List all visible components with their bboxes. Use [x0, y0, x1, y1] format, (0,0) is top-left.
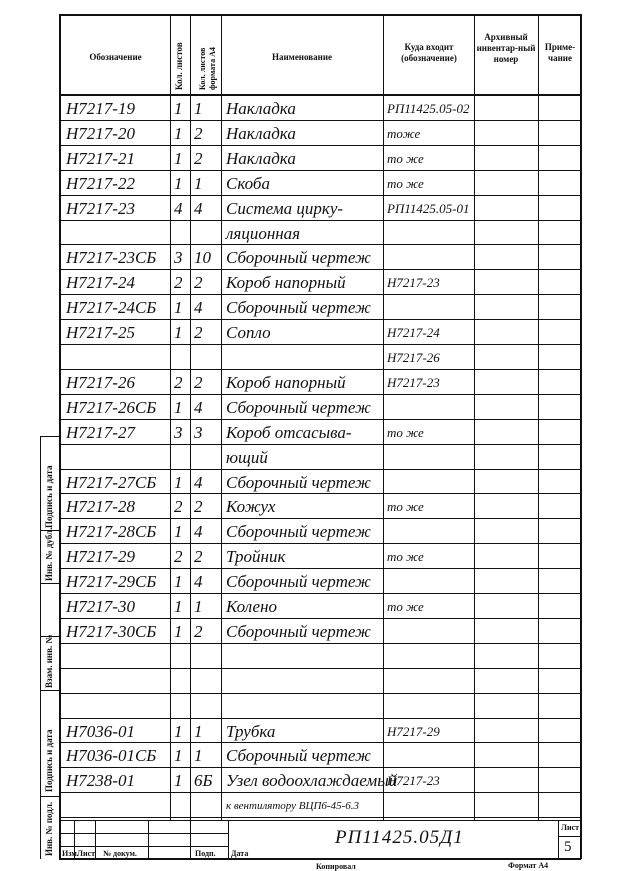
- title-col-doc-no: № докум.: [103, 849, 137, 858]
- cell-name: Накладка: [226, 123, 296, 143]
- side-label-sign-date-2: Подпись и дата: [44, 729, 54, 792]
- side-label-inv-orig: Инв. № подл.: [44, 801, 54, 856]
- row-line: [59, 817, 581, 818]
- cell-where-used: Н7217-23: [387, 374, 440, 390]
- col-sep-a4: [221, 14, 222, 820]
- cell-a4-sheets: 6Б: [194, 771, 213, 791]
- col-sep-name: [383, 14, 384, 820]
- title-block-top: [59, 820, 581, 821]
- cell-name: ющий: [226, 447, 268, 467]
- cell-sheets: 3: [174, 248, 183, 268]
- cell-a4-sheets: 1: [194, 746, 203, 766]
- side-label-inv-dup: Инв. № дубл.: [44, 527, 54, 581]
- row-line: [59, 718, 581, 719]
- row-line: [59, 244, 581, 245]
- cell-designation: Н7217-28СБ: [66, 522, 157, 542]
- header-format-sheets: Кол. листов формата А4: [198, 47, 217, 90]
- title-block-col-sheet: [558, 820, 559, 859]
- cell-a4-sheets: 2: [194, 273, 203, 293]
- header-archive-no: Архивный инвентар-ный номер: [476, 32, 536, 64]
- row-line: [59, 145, 581, 146]
- cell-a4-sheets: 2: [194, 323, 203, 343]
- cell-designation: Н7217-21: [66, 148, 135, 168]
- cell-name: Кожух: [226, 497, 276, 517]
- title-block-col-date: [228, 820, 229, 859]
- cell-where-used: то же: [387, 549, 424, 565]
- cell-a4-sheets: 1: [194, 173, 203, 193]
- cell-a4-sheets: 1: [194, 721, 203, 741]
- header-name: Наименование: [272, 52, 332, 62]
- cell-designation: Н7217-19: [66, 99, 135, 118]
- cell-name: Накладка: [226, 99, 296, 118]
- cell-name: Трубка: [226, 721, 276, 741]
- title-block-bottom: [59, 858, 581, 860]
- cell-name: Накладка: [226, 148, 296, 168]
- cell-sheets: 1: [174, 746, 183, 766]
- cell-name: Тройник: [226, 547, 286, 567]
- row-line: [59, 568, 581, 569]
- header-sheets-count: Кол. листов: [174, 42, 184, 90]
- cell-designation: Н7217-30СБ: [66, 621, 157, 641]
- cell-name: Сборочный чертеж: [226, 298, 371, 318]
- cell-designation: Н7217-27: [66, 422, 135, 442]
- title-block-col-sign: [190, 820, 191, 859]
- cell-sheets: 1: [174, 572, 183, 592]
- cell-a4-sheets: 4: [194, 198, 203, 218]
- cell-where-used: то же: [387, 175, 424, 191]
- cell-sheets: 2: [174, 547, 183, 567]
- row-line: [59, 220, 581, 221]
- row-line: [59, 543, 581, 544]
- cell-a4-sheets: 2: [194, 148, 203, 168]
- cell-name: Короб напорный: [226, 372, 346, 392]
- side-label-sign-date-1: Подпись и дата: [44, 465, 54, 528]
- row-line: [59, 294, 581, 295]
- side-label-replace-inv: Взам. инв. №: [44, 634, 54, 688]
- cell-designation: Н7217-26СБ: [66, 397, 157, 417]
- cell-a4-sheets: 1: [194, 99, 203, 118]
- title-col-change: Изм.: [62, 849, 79, 858]
- cell-designation: Н7217-23СБ: [66, 248, 157, 268]
- cell-designation: Н7217-23: [66, 198, 135, 218]
- cell-where-used: Н7217-23: [387, 275, 440, 291]
- cell-name: Сборочный чертеж: [226, 397, 371, 417]
- row-line: [59, 493, 581, 494]
- cell-a4-sheets: 4: [194, 572, 203, 592]
- side-strip-sep5: [40, 796, 60, 797]
- cell-name: Скоба: [226, 173, 270, 193]
- cell-designation: Н7217-24СБ: [66, 298, 157, 318]
- title-col-sheet: Лист: [77, 849, 96, 858]
- row-line: [59, 369, 581, 370]
- col-sep-where: [474, 14, 475, 820]
- cell-sheets: 1: [174, 397, 183, 417]
- cell-a4-sheets: 2: [194, 547, 203, 567]
- row-line: [59, 518, 581, 519]
- cell-designation: Н7036-01: [66, 721, 135, 741]
- cell-designation: Н7217-29: [66, 547, 135, 567]
- cell-sheets: 2: [174, 497, 183, 517]
- cell-a4-sheets: 10: [194, 248, 211, 268]
- col-sep-sheets: [190, 14, 191, 820]
- row-line: [59, 618, 581, 619]
- footer-format: Формат А4: [508, 861, 549, 870]
- cell-where-used: Н7217-26: [387, 350, 440, 365]
- cell-name: Сборочный чертеж: [226, 522, 371, 542]
- cell-name: Узел водоохлаждаемый: [226, 771, 398, 791]
- cell-a4-sheets: 2: [194, 497, 203, 517]
- title-block-row2: [59, 846, 229, 847]
- row-line: [59, 319, 581, 320]
- row-line: [59, 120, 581, 121]
- cell-name: Сборочный чертеж: [226, 572, 371, 592]
- cell-name: Короб напорный: [226, 273, 346, 293]
- cell-where-used: Н7217-29: [387, 723, 440, 739]
- frame-top-line: [59, 14, 581, 16]
- cell-sheets: 1: [174, 148, 183, 168]
- cell-where-used: тоже: [387, 125, 421, 141]
- cell-a4-sheets: 4: [194, 522, 203, 542]
- title-block-sheet-sep: [558, 836, 581, 837]
- title-sheet-label: Лист: [561, 823, 580, 832]
- cell-sheets: 1: [174, 522, 183, 542]
- cell-sheets: 1: [174, 323, 183, 343]
- cell-sheets: 2: [174, 372, 183, 392]
- cell-name: к вентилятору ВЦП6-45-6.3: [226, 800, 359, 813]
- cell-name: Сборочный чертеж: [226, 248, 371, 268]
- row-line: [59, 269, 581, 270]
- cell-a4-sheets: 2: [194, 372, 203, 392]
- side-strip-sep2: [40, 583, 60, 584]
- cell-where-used: РП11425.05-01: [387, 200, 470, 216]
- cell-name: Короб отсасыва-: [226, 422, 352, 442]
- footer-copied: Копировал: [316, 862, 356, 871]
- cell-designation: Н7217-26: [66, 372, 135, 392]
- row-line: [59, 419, 581, 420]
- row-line: [59, 593, 581, 594]
- row-line: [59, 170, 581, 171]
- row-line: [59, 344, 581, 345]
- cell-a4-sheets: 4: [194, 298, 203, 318]
- cell-where-used: Н7217-24: [387, 325, 440, 341]
- row-line: [59, 444, 581, 445]
- row-line: [59, 394, 581, 395]
- cell-where-used: то же: [387, 424, 424, 440]
- col-sep-archive: [538, 14, 539, 820]
- cell-where-used: то же: [387, 599, 424, 614]
- cell-sheets: 2: [174, 273, 183, 293]
- cell-designation: Н7217-20: [66, 123, 135, 143]
- cell-designation: Н7217-28: [66, 497, 135, 517]
- cell-sheets: 1: [174, 721, 183, 741]
- cell-sheets: 1: [174, 597, 183, 616]
- frame-right-line: [580, 14, 582, 859]
- header-designation: Обозначение: [89, 52, 142, 62]
- row-line: [59, 469, 581, 470]
- cell-sheets: 1: [174, 621, 183, 641]
- cell-a4-sheets: 2: [194, 621, 203, 641]
- cell-designation: Н7217-30: [66, 597, 135, 616]
- header-bottom-line: [59, 94, 581, 96]
- row-line: [59, 767, 581, 768]
- title-block-col-list: [95, 820, 96, 859]
- cell-designation: Н7217-29СБ: [66, 572, 157, 592]
- side-strip-sep4: [40, 690, 60, 691]
- cell-sheets: 3: [174, 422, 183, 442]
- cell-a4-sheets: 2: [194, 123, 203, 143]
- cell-name: Система циркy-: [226, 198, 344, 218]
- cell-where-used: то же: [387, 150, 424, 166]
- cell-designation: Н7217-25: [66, 323, 135, 343]
- cell-where-used: то же: [387, 499, 424, 515]
- cell-sheets: 4: [174, 198, 183, 218]
- cell-where-used: Н7217-23: [387, 773, 440, 789]
- cell-a4-sheets: 4: [194, 472, 203, 492]
- cell-name: Колено: [226, 597, 278, 616]
- cell-sheets: 1: [174, 298, 183, 318]
- header-where-used: Куда входит (обозначение): [401, 42, 457, 63]
- row-line: [59, 792, 581, 793]
- cell-designation: Н7238-01: [66, 771, 135, 791]
- col-sep-designation: [170, 14, 171, 820]
- cell-designation: Н7217-27СБ: [66, 472, 157, 492]
- cell-sheets: 1: [174, 123, 183, 143]
- cell-a4-sheets: 3: [194, 422, 203, 442]
- cell-sheets: 1: [174, 99, 183, 118]
- row-line: [59, 742, 581, 743]
- title-block-row1: [59, 833, 229, 834]
- cell-a4-sheets: 4: [194, 397, 203, 417]
- cell-name: Сопло: [226, 323, 271, 343]
- title-col-sign: Подп.: [195, 849, 216, 858]
- cell-a4-sheets: 1: [194, 597, 203, 616]
- row-line: [59, 693, 581, 694]
- cell-name: ляционная: [226, 223, 301, 243]
- side-strip-top: [40, 436, 60, 437]
- title-doc-code: РП11425.05Д1: [335, 827, 464, 848]
- row-line: [59, 195, 581, 196]
- row-line: [59, 643, 581, 644]
- title-col-date: Дата: [231, 849, 249, 858]
- cell-designation: Н7217-24: [66, 273, 135, 293]
- title-block-col-doc: [148, 820, 149, 859]
- cell-name: Сборочный чертеж: [226, 746, 371, 766]
- title-sheet-number: 5: [564, 839, 572, 855]
- header-note: Приме-чание: [544, 42, 576, 63]
- cell-sheets: 1: [174, 472, 183, 492]
- cell-sheets: 1: [174, 173, 183, 193]
- cell-designation: Н7217-22: [66, 173, 135, 193]
- cell-name: Сборочный чертеж: [226, 472, 371, 492]
- cell-name: Сборочный чертеж: [226, 621, 371, 641]
- cell-where-used: РП11425.05-02: [387, 101, 470, 116]
- cell-sheets: 1: [174, 771, 183, 791]
- row-line: [59, 668, 581, 669]
- cell-designation: Н7036-01СБ: [66, 746, 157, 766]
